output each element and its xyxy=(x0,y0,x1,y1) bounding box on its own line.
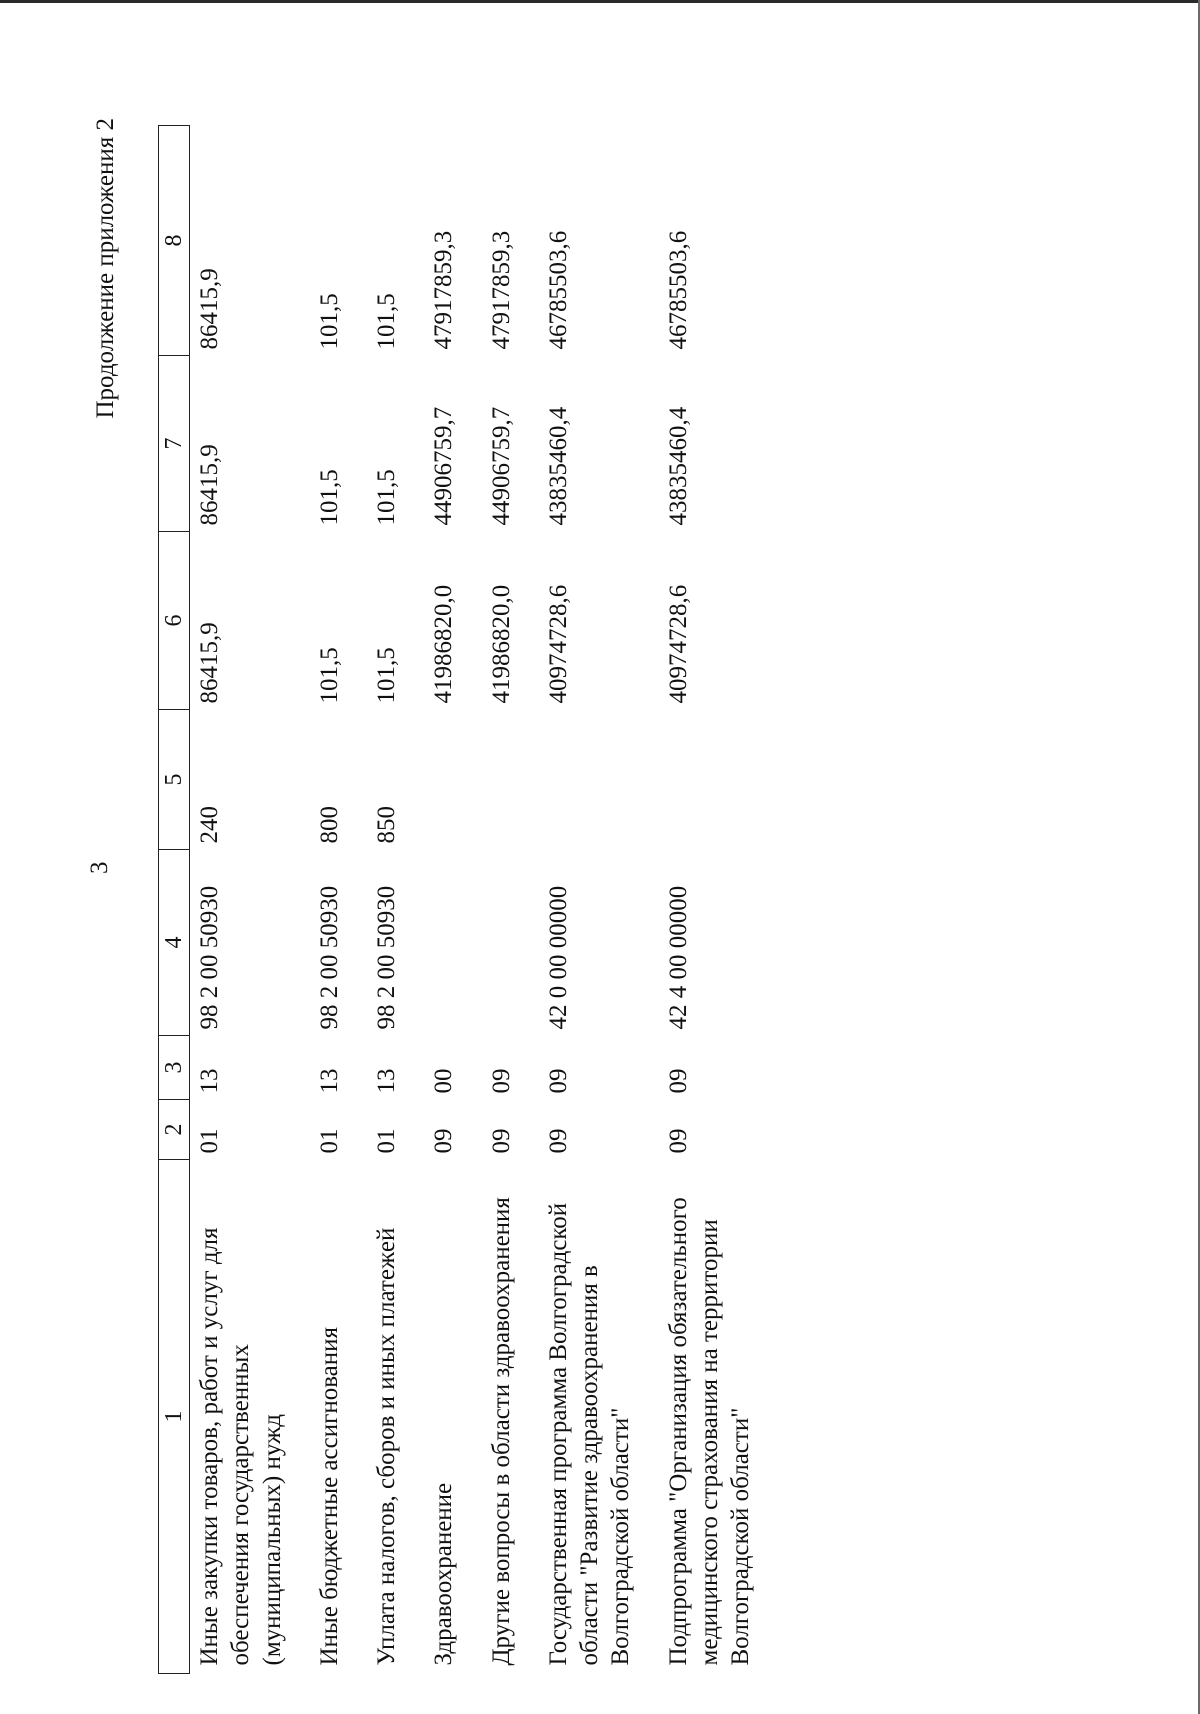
row-amount-col6: 40974728,6 xyxy=(664,584,692,704)
row-amount-col6: 101,5 xyxy=(315,647,343,704)
row-amount-col7: 101,5 xyxy=(315,469,343,526)
continuation-title: Продолжение приложения 2 xyxy=(92,118,119,419)
row-name: Здравоохранение xyxy=(430,1482,458,1666)
row-target-code: 98 2 00 50930 xyxy=(315,885,343,1030)
table-row xyxy=(310,126,367,1674)
row-amount-col7: 43835460,4 xyxy=(544,406,572,526)
header-col-7: 7 xyxy=(159,356,190,532)
header-col-2: 2 xyxy=(159,1100,190,1160)
table-row xyxy=(539,126,659,1674)
row-expense-type xyxy=(659,710,779,850)
row-target-code: 98 2 00 50930 xyxy=(373,885,400,1030)
table-row xyxy=(659,126,779,1674)
row-name: Другие вопросы в области здравоохранения xyxy=(487,1197,515,1666)
header-col-5: 5 xyxy=(159,710,190,850)
row-subsection: 09 xyxy=(487,1068,515,1094)
row-amount-col6: 41986820,0 xyxy=(487,584,515,704)
header-col-1: 1 xyxy=(159,1160,190,1674)
row-amount-col7: 44906759,7 xyxy=(430,406,458,526)
row-subsection: 09 xyxy=(544,1068,572,1094)
row-subsection: 13 xyxy=(196,1068,223,1094)
row-expense-type xyxy=(482,710,539,850)
header-col-3: 3 xyxy=(159,1036,190,1100)
row-amount-col7: 44906759,7 xyxy=(487,406,515,526)
table-row xyxy=(190,126,310,1674)
row-amount-col8: 101,5 xyxy=(373,293,400,350)
row-target-code xyxy=(482,850,539,1036)
row-subsection: 13 xyxy=(315,1068,343,1094)
row-section: 09 xyxy=(430,1128,458,1154)
row-amount-col8: 47917859,3 xyxy=(430,230,458,350)
table-row xyxy=(424,126,481,1674)
row-expense-type xyxy=(539,710,659,850)
row-expense-type xyxy=(424,710,481,850)
row-target-code xyxy=(424,850,481,1036)
row-amount-col6: 41986820,0 xyxy=(430,584,458,704)
row-expense-type: 800 xyxy=(315,806,343,844)
page-number: 3 xyxy=(86,861,113,874)
table-row xyxy=(367,126,424,1674)
row-section: 09 xyxy=(487,1128,515,1154)
row-amount-col8: 47917859,3 xyxy=(487,230,515,350)
row-target-code: 42 4 00 00000 xyxy=(664,885,692,1030)
row-name: Уплата налогов, сборов и иных платежей xyxy=(373,1227,400,1666)
row-section: 09 xyxy=(664,1128,692,1154)
row-amount-col6: 101,5 xyxy=(373,647,400,704)
row-amount-col7: 86415,9 xyxy=(196,444,223,526)
header-col-4: 4 xyxy=(159,850,190,1036)
row-subsection: 13 xyxy=(373,1068,400,1094)
row-amount-col8: 46785503,6 xyxy=(544,230,572,350)
row-section: 01 xyxy=(315,1128,343,1154)
row-amount-col8: 101,5 xyxy=(315,293,343,350)
header-col-6: 6 xyxy=(159,532,190,710)
row-amount-col7: 43835460,4 xyxy=(664,406,692,526)
row-target-code: 98 2 00 50930 xyxy=(196,885,223,1030)
row-section: 09 xyxy=(544,1128,572,1154)
row-name: Иные закупки товаров, работ и услуг для обеспечения государственных (муниципальных) нужд xyxy=(196,1227,286,1666)
row-name: Государственная программа Волгоградской области "Развитие здравоохранения в Волгоградской области" xyxy=(544,1202,635,1666)
row-amount-col8: 46785503,6 xyxy=(664,230,692,350)
row-subsection: 09 xyxy=(664,1068,692,1094)
table-row xyxy=(482,126,539,1674)
row-amount-col6: 40974728,6 xyxy=(544,584,572,704)
row-section: 01 xyxy=(196,1128,223,1154)
row-amount-col8: 86415,9 xyxy=(196,268,223,350)
budget-table xyxy=(158,125,778,1674)
row-expense-type: 240 xyxy=(196,806,223,844)
row-amount-col7: 101,5 xyxy=(373,469,400,526)
row-expense-type: 850 xyxy=(373,806,400,844)
row-name: Подпрограмма "Организация обязательного медицинского страхования на территории Волгоградской области" xyxy=(664,1197,754,1666)
row-name: Иные бюджетные ассигнования xyxy=(315,1326,343,1666)
table-header-row xyxy=(159,126,190,1674)
row-target-code: 42 0 00 00000 xyxy=(544,885,572,1030)
row-section: 01 xyxy=(373,1128,400,1154)
row-amount-col6: 86415,9 xyxy=(196,622,223,704)
header-col-8: 8 xyxy=(159,126,190,356)
row-subsection: 00 xyxy=(430,1068,458,1094)
